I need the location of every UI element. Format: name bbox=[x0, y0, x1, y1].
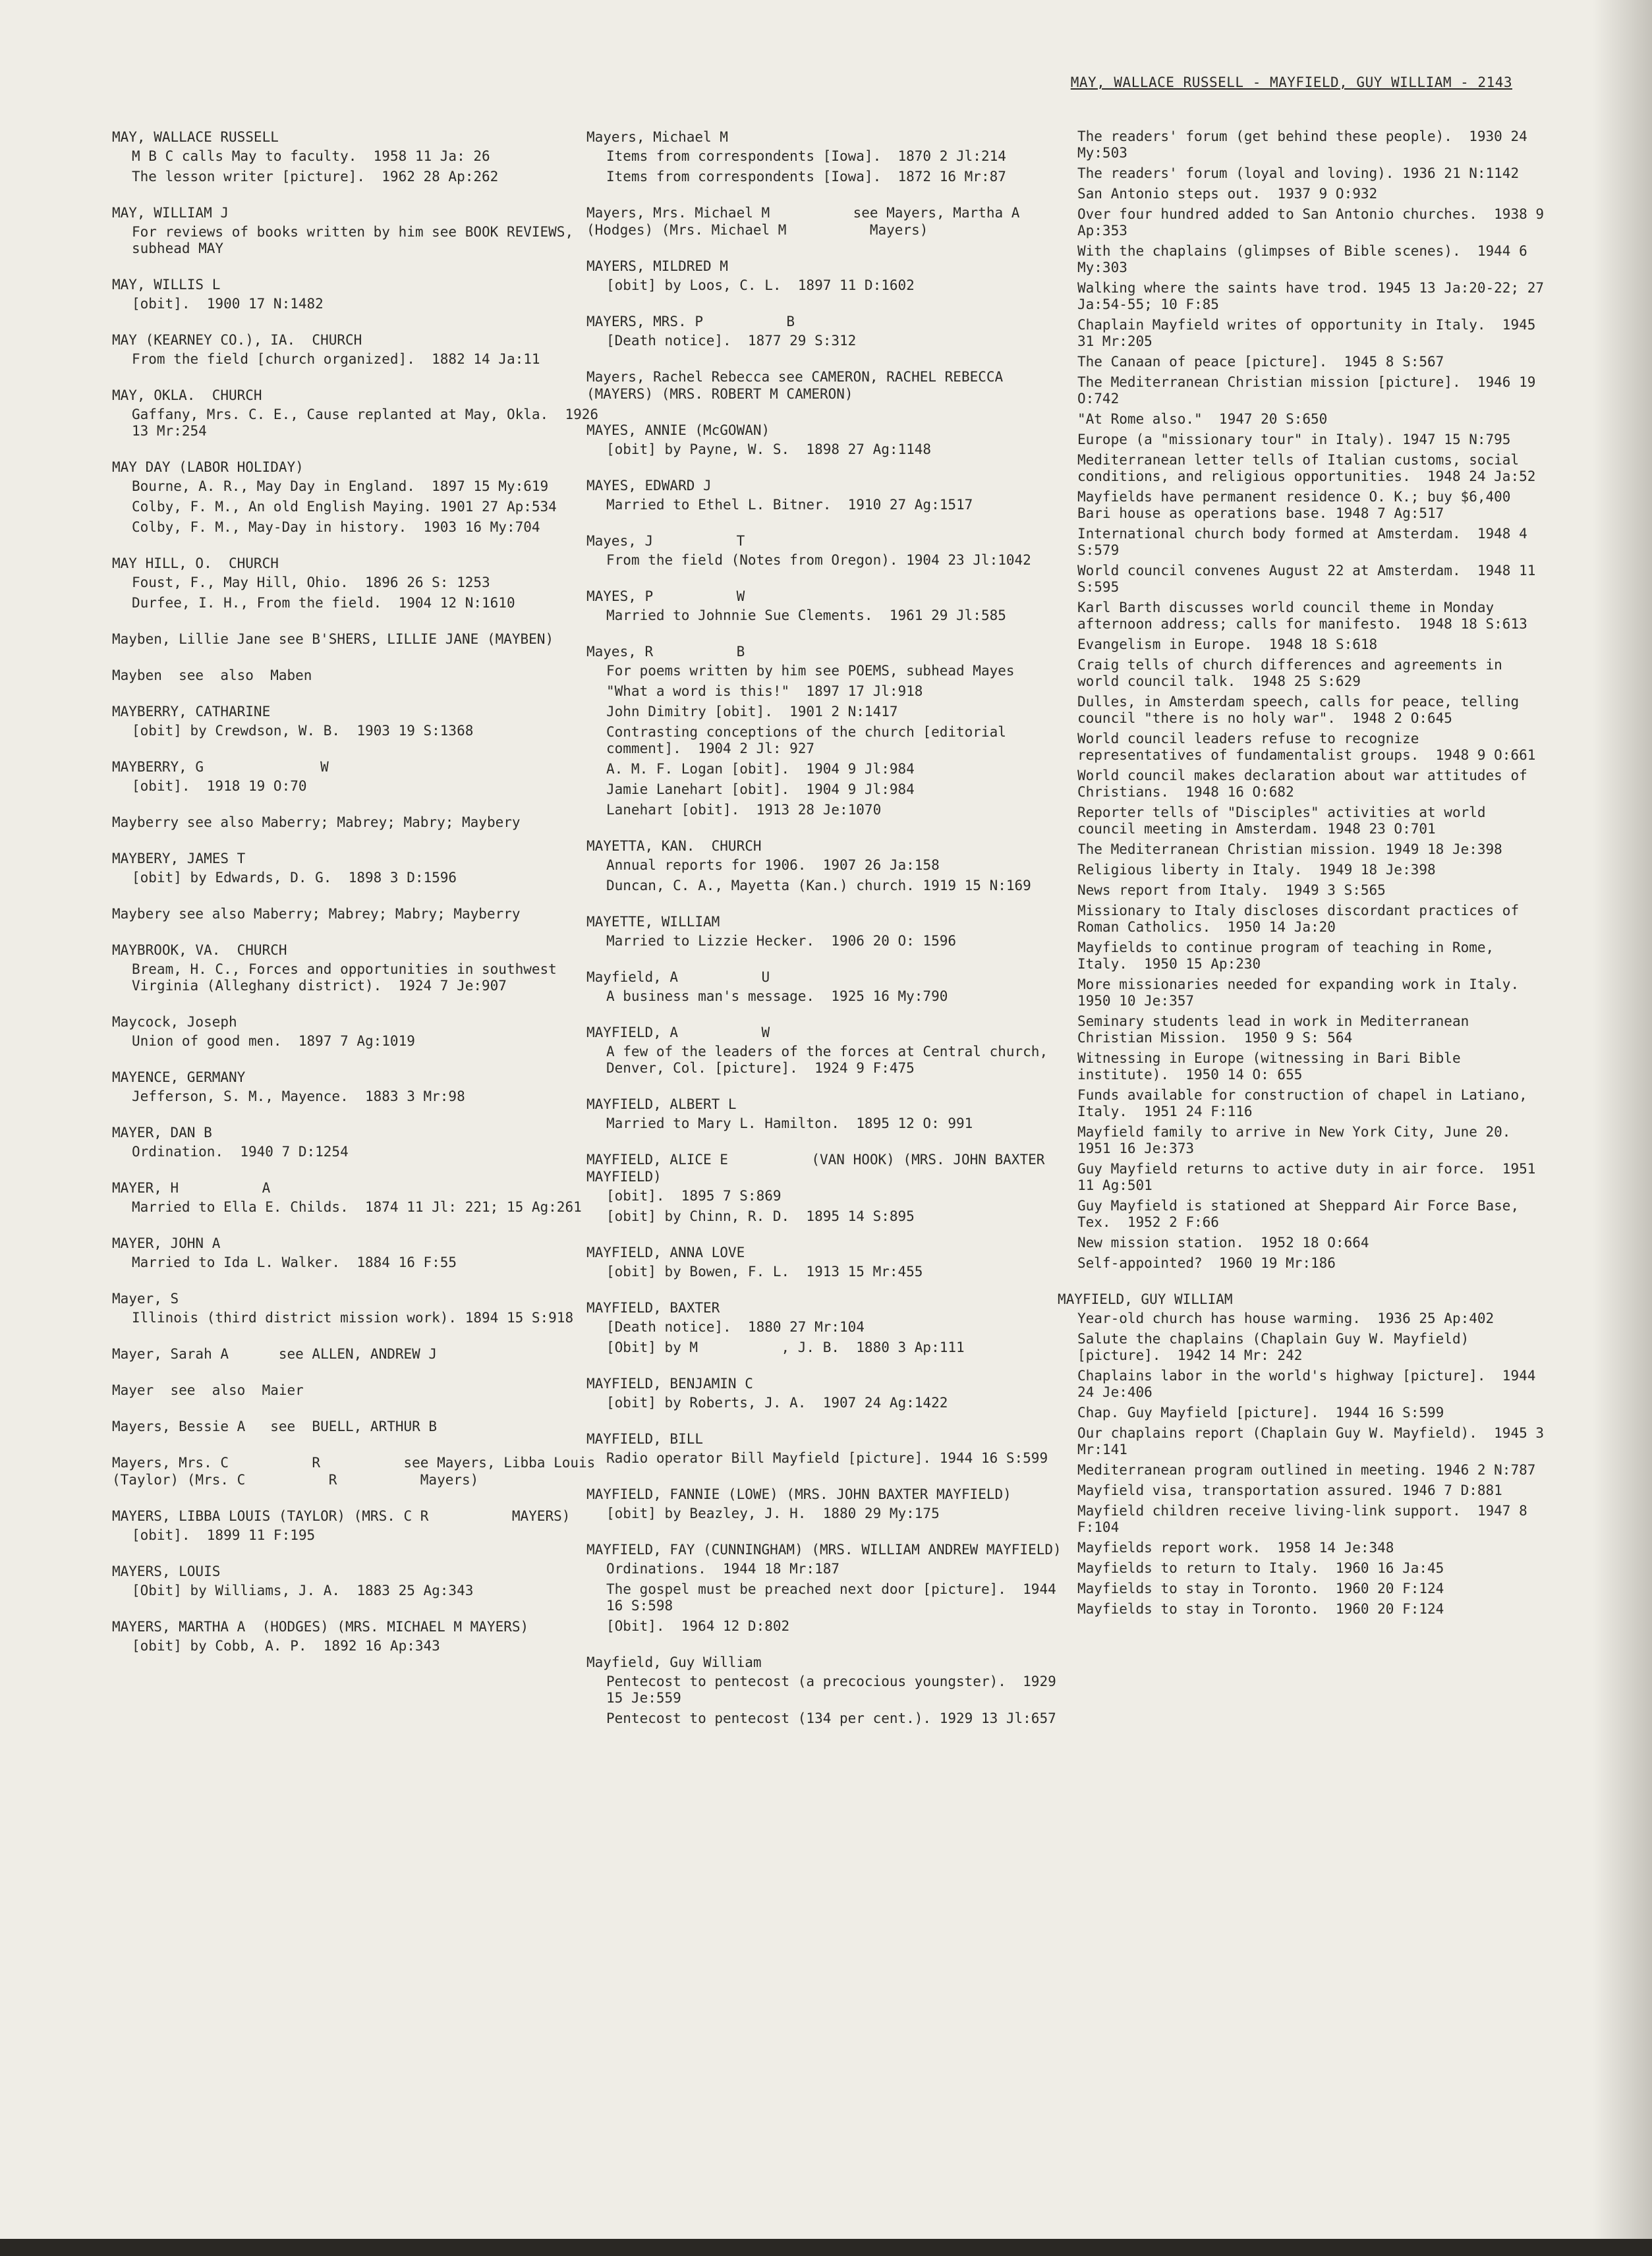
entry-citation: Married to Ella E. Childs. 1874 11 Jl: 221; 15 Ag:261 bbox=[132, 1199, 582, 1215]
index-entry bbox=[112, 1013, 600, 1050]
entry-heading: MAY, WILLIS L bbox=[112, 277, 221, 293]
index-entry bbox=[112, 942, 600, 994]
entry-citation: [obit] by Chinn, R. D. 1895 14 S:895 bbox=[606, 1208, 915, 1224]
index-entry bbox=[112, 758, 600, 795]
entry-heading: MAY, OKLA. CHURCH bbox=[112, 387, 262, 403]
entry-citation: World council convenes August 22 at Amsterdam. 1948 11 S:595 bbox=[1077, 563, 1545, 595]
entry-heading: MAYFIELD, A W bbox=[586, 1025, 770, 1040]
entry-citation: The gospel must be preached next door [picture]. 1944 16 S:598 bbox=[606, 1581, 1065, 1614]
entry-citation: Married to Lizzie Hecker. 1906 20 O: 1596 bbox=[606, 933, 957, 949]
entry-citation: Our chaplains report (Chaplain Guy W. Mayfield). 1945 3 Mr:141 bbox=[1077, 1425, 1552, 1457]
index-entry bbox=[586, 1096, 1074, 1132]
index-entry bbox=[112, 331, 600, 368]
entry-citation: A few of the leaders of the forces at Central church, Denver, Col. [picture]. 1924 9 F:475 bbox=[606, 1044, 1056, 1076]
entry-citation: Chaplain Mayfield writes of opportunity in Italy. 1945 31 Mr:205 bbox=[1077, 317, 1545, 349]
entry-heading: MAYFIELD, FAY (CUNNINGHAM) (MRS. WILLIAM ANDREW MAYFIELD) bbox=[586, 1542, 1062, 1558]
entry-citation: Europe (a "missionary tour" in Italy). 1947 15 N:795 bbox=[1077, 432, 1511, 447]
entry-citation: More missionaries needed for expanding work in Italy. 1950 10 Je:357 bbox=[1077, 976, 1536, 1009]
entry-heading: Maybery see also Maberry; Mabrey; Mabry; Mayberry bbox=[112, 906, 521, 922]
index-entry bbox=[586, 1430, 1074, 1467]
entry-heading: Mayers, Rachel Rebecca see CAMERON, RACHEL REBECCA (MAYERS) (MRS. ROBERT M CAMERON) bbox=[586, 369, 1011, 402]
entry-citation: Colby, F. M., An old English Maying. 1901 27 Ap:534 bbox=[132, 499, 557, 515]
entry-citation: Chap. Guy Mayfield [picture]. 1944 16 S:599 bbox=[1077, 1405, 1444, 1421]
entry-citation: Gaffany, Mrs. C. E., Cause replanted at May, Okla. 1926 13 Mr:254 bbox=[132, 407, 607, 439]
index-entry bbox=[586, 368, 1074, 403]
entry-citation: [obit] by Loos, C. L. 1897 11 D:1602 bbox=[606, 277, 915, 293]
entry-citation: The readers' forum (get behind these people). 1930 24 My:503 bbox=[1077, 128, 1536, 161]
entry-citation: Married to Mary L. Hamilton. 1895 12 O: 991 bbox=[606, 1115, 973, 1131]
entry-citation: World council leaders refuse to recognize representatives of fundamentalist groups. 1948 9 O:661 bbox=[1077, 731, 1536, 763]
index-entry bbox=[112, 1069, 600, 1105]
index-entry bbox=[586, 1541, 1074, 1635]
entry-heading: MAYES, EDWARD J bbox=[586, 478, 712, 494]
entry-heading: MAY, WILLIAM J bbox=[112, 205, 229, 221]
index-entry bbox=[586, 913, 1074, 949]
index-entry bbox=[112, 905, 600, 922]
entry-heading: MAYES, P W bbox=[586, 588, 745, 604]
entry-heading: MAYBERRY, CATHARINE bbox=[112, 704, 271, 719]
entry-heading: Mayes, R B bbox=[586, 644, 745, 660]
entry-heading: MAYER, DAN B bbox=[112, 1125, 212, 1141]
entry-citation: The readers' forum (loyal and loving). 1936 21 N:1142 bbox=[1077, 165, 1520, 181]
index-entry bbox=[586, 532, 1074, 569]
entry-heading: Maycock, Joseph bbox=[112, 1014, 237, 1030]
entry-heading: MAY DAY (LABOR HOLIDAY) bbox=[112, 459, 304, 475]
entry-citation: Craig tells of church differences and agreements in world council talk. 1948 25 S:629 bbox=[1077, 657, 1511, 689]
entry-citation: Witnessing in Europe (witnessing in Bari Bible institute). 1950 14 O: 655 bbox=[1077, 1050, 1469, 1083]
entry-citation: Mediterranean letter tells of Italian customs, social conditions, and religious opportunities. 1948 24 Ja:52 bbox=[1077, 452, 1536, 484]
index-entry bbox=[112, 1418, 600, 1435]
entry-heading: Mayers, Bessie A see BUELL, ARTHUR B bbox=[112, 1419, 438, 1434]
entry-citation: For reviews of books written by him see BOOK REVIEWS, subhead MAY bbox=[132, 224, 582, 256]
index-entry bbox=[586, 1299, 1074, 1356]
entry-citation: [obit]. 1899 11 F:195 bbox=[132, 1527, 316, 1543]
entry-citation: Mayfields to stay in Toronto. 1960 20 F:124 bbox=[1077, 1601, 1444, 1617]
index-entry bbox=[112, 1618, 600, 1654]
entry-citation: [obit] by Payne, W. S. 1898 27 Ag:1148 bbox=[606, 441, 932, 457]
entry-heading: MAYFIELD, ALICE E (VAN HOOK) (MRS. JOHN BAXTER MAYFIELD) bbox=[586, 1152, 1054, 1185]
index-entry bbox=[586, 128, 1074, 185]
entry-citation: [Obit]. 1964 12 D:802 bbox=[606, 1618, 790, 1634]
page-edge-shadow bbox=[1593, 0, 1652, 2256]
background-strip bbox=[0, 2239, 1652, 2256]
entry-citation: Bream, H. C., Forces and opportunities in southwest Virginia (Alleghany district). 1924 7 Je:907 bbox=[132, 961, 565, 994]
entry-heading: MAY, WALLACE RUSSELL bbox=[112, 129, 279, 145]
index-entry bbox=[112, 1124, 600, 1160]
entry-citation: Items from correspondents [Iowa]. 1870 2 Jl:214 bbox=[606, 148, 1006, 164]
index-entry bbox=[586, 1486, 1074, 1522]
entry-citation: Mayfield family to arrive in New York City, June 20. 1951 16 Je:373 bbox=[1077, 1124, 1527, 1156]
index-entry bbox=[112, 387, 607, 439]
entry-citation: Union of good men. 1897 7 Ag:1019 bbox=[132, 1033, 415, 1049]
entry-citation: Missionary to Italy discloses discordant practices of Roman Catholics. 1950 14 Ja:20 bbox=[1077, 903, 1527, 935]
entry-citation: Mayfields have permanent residence O. K.; buy $6,400 Bari house as operations base. 1948 7 Ag:517 bbox=[1077, 489, 1520, 521]
entry-citation: Bourne, A. R., May Day in England. 1897 15 My:619 bbox=[132, 478, 549, 494]
entry-citation: [Death notice]. 1880 27 Mr:104 bbox=[606, 1319, 865, 1335]
entry-citation: Lanehart [obit]. 1913 28 Je:1070 bbox=[606, 802, 882, 818]
entry-citation: Over four hundred added to San Antonio churches. 1938 9 Ap:353 bbox=[1077, 206, 1552, 239]
entry-heading: MAYFIELD, GUY WILLIAM bbox=[1058, 1291, 1233, 1307]
entry-citation: [obit] by Crewdson, W. B. 1903 19 S:1368 bbox=[132, 723, 474, 739]
entry-heading: MAY HILL, O. CHURCH bbox=[112, 555, 279, 571]
entry-citation: [Obit] by M , J. B. 1880 3 Ap:111 bbox=[606, 1340, 965, 1355]
index-entry bbox=[586, 837, 1074, 894]
entry-citation: Mayfields to stay in Toronto. 1960 20 F:124 bbox=[1077, 1581, 1444, 1596]
entry-citation: Seminary students lead in work in Mediterranean Christian Mission. 1950 9 S: 564 bbox=[1077, 1013, 1477, 1046]
index-entry bbox=[112, 667, 600, 684]
index-entry bbox=[112, 814, 600, 831]
index-entry bbox=[1058, 1291, 1552, 1618]
entry-citation: From the field (Notes from Oregon). 1904 23 Jl:1042 bbox=[606, 552, 1031, 568]
entry-citation: [obit] by Beazley, J. H. 1880 29 My:175 bbox=[606, 1506, 940, 1521]
entry-heading: MAYETTA, KAN. CHURCH bbox=[586, 838, 762, 854]
index-entry bbox=[586, 1375, 1074, 1411]
index-entry bbox=[586, 1244, 1074, 1280]
index-entry bbox=[112, 276, 600, 312]
entry-citation: Contrasting conceptions of the church [editorial comment]. 1904 2 Jl: 927 bbox=[606, 724, 1015, 756]
entry-citation: Illinois (third district mission work). 1894 15 S:918 bbox=[132, 1310, 574, 1326]
entry-citation: Mayfields to return to Italy. 1960 16 Ja:45 bbox=[1077, 1560, 1444, 1576]
entry-citation: M B C calls May to faculty. 1958 11 Ja: 26 bbox=[132, 148, 490, 164]
entry-citation: Ordinations. 1944 18 Mr:187 bbox=[606, 1561, 840, 1577]
entry-heading: Mayberry see also Maberry; Mabrey; Mabry; Maybery bbox=[112, 814, 521, 830]
entry-citation: Foust, F., May Hill, Ohio. 1896 26 S: 1253 bbox=[132, 575, 490, 590]
index-entry bbox=[112, 1454, 604, 1488]
entry-heading: MAYFIELD, BAXTER bbox=[586, 1300, 720, 1316]
entry-heading: Mayer see also Maier bbox=[112, 1382, 304, 1398]
entry-heading: Mayben see also Maben bbox=[112, 667, 312, 683]
index-entry bbox=[112, 1290, 600, 1326]
entry-citation: Salute the chaplains (Chaplain Guy W. Mayfield) [picture]. 1942 14 Mr: 242 bbox=[1077, 1331, 1477, 1363]
entry-citation: Mayfields to continue program of teaching in Rome, Italy. 1950 15 Ap:230 bbox=[1077, 940, 1502, 972]
entry-citation: Jamie Lanehart [obit]. 1904 9 Jl:984 bbox=[606, 781, 915, 797]
index-entry bbox=[112, 128, 600, 185]
entry-heading: Mayer, S bbox=[112, 1291, 179, 1307]
entry-heading: Mayers, Mrs. C R see Mayers, Libba Louis (Taylor) (Mrs. C R Mayers) bbox=[112, 1455, 604, 1488]
index-entry bbox=[586, 1024, 1074, 1077]
index-entry bbox=[586, 204, 1103, 239]
entry-citation: The Canaan of peace [picture]. 1945 8 S:567 bbox=[1077, 354, 1444, 370]
entry-citation: A business man's message. 1925 16 My:790 bbox=[606, 988, 948, 1004]
entry-citation: Colby, F. M., May-Day in history. 1903 16 My:704 bbox=[132, 519, 540, 535]
entry-heading: MAYER, JOHN A bbox=[112, 1235, 221, 1251]
entry-citation: [obit] by Edwards, D. G. 1898 3 D:1596 bbox=[132, 870, 457, 886]
entry-citation: Ordination. 1940 7 D:1254 bbox=[132, 1144, 349, 1160]
index-entry bbox=[112, 1382, 600, 1399]
entry-citation: [Obit] by Williams, J. A. 1883 25 Ag:343 bbox=[132, 1583, 474, 1598]
entry-heading: Mayers, Michael M bbox=[586, 129, 728, 145]
entry-citation: [obit]. 1900 17 N:1482 bbox=[132, 296, 324, 312]
entry-citation: [obit] by Cobb, A. P. 1892 16 Ap:343 bbox=[132, 1638, 440, 1654]
entry-heading: MAY (KEARNEY CO.), IA. CHURCH bbox=[112, 332, 362, 348]
entry-citation: Religious liberty in Italy. 1949 18 Je:398 bbox=[1077, 862, 1436, 878]
entry-heading: MAYBERY, JAMES T bbox=[112, 851, 246, 866]
entry-citation: Year-old church has house warming. 1936 25 Ap:402 bbox=[1077, 1311, 1495, 1326]
page-header: MAY, WALLACE RUSSELL - MAYFIELD, GUY WILLIAM - 2143 bbox=[1070, 74, 1512, 90]
entry-citation: Guy Mayfield is stationed at Sheppard Air Force Base, Tex. 1952 2 F:66 bbox=[1077, 1198, 1527, 1230]
index-entry bbox=[586, 969, 1074, 1005]
index-entry bbox=[586, 422, 1074, 458]
entry-citation: Radio operator Bill Mayfield [picture]. 1944 16 S:599 bbox=[606, 1450, 1048, 1466]
column-1 bbox=[112, 128, 607, 1674]
entry-citation: Guy Mayfield returns to active duty in air force. 1951 11 Ag:501 bbox=[1077, 1161, 1545, 1193]
entry-citation: The Mediterranean Christian mission [picture]. 1946 19 O:742 bbox=[1077, 374, 1545, 407]
entry-citation: Mediterranean program outlined in meeting. 1946 2 N:787 bbox=[1077, 1462, 1536, 1478]
entry-citation: Mayfield visa, transportation assured. 1946 7 D:881 bbox=[1077, 1482, 1502, 1498]
entry-citation: [obit]. 1895 7 S:869 bbox=[606, 1188, 782, 1204]
entry-heading: Mayfield, A U bbox=[586, 969, 770, 985]
entry-citation: News report from Italy. 1949 3 S:565 bbox=[1077, 882, 1386, 898]
entry-citation: [obit]. 1918 19 O:70 bbox=[132, 778, 307, 794]
entry-citation: Karl Barth discusses world council theme in Monday afternoon address; calls for manifesto. 1948 18 S:613 bbox=[1077, 600, 1527, 632]
entry-heading: MAYES, ANNIE (McGOWAN) bbox=[586, 422, 770, 438]
index-entry bbox=[586, 477, 1074, 513]
index-entry bbox=[112, 850, 600, 886]
entry-citation: Pentecost to pentecost (a precocious youngster). 1929 15 Je:559 bbox=[606, 1674, 1065, 1706]
index-entry bbox=[112, 631, 600, 648]
entry-heading: MAYERS, LIBBA LOUIS (TAYLOR) (MRS. C R MAYERS) bbox=[112, 1508, 571, 1524]
entry-citation: Jefferson, S. M., Mayence. 1883 3 Mr:98 bbox=[132, 1088, 465, 1104]
entry-heading: MAYENCE, GERMANY bbox=[112, 1069, 246, 1085]
index-entry bbox=[586, 313, 1074, 349]
index-entry bbox=[112, 1179, 600, 1216]
entry-citation: Annual reports for 1906. 1907 26 Ja:158 bbox=[606, 857, 940, 873]
index-entry bbox=[112, 204, 600, 257]
entry-citation: [Death notice]. 1877 29 S:312 bbox=[606, 333, 857, 349]
entry-heading: MAYFIELD, ANNA LOVE bbox=[586, 1245, 745, 1260]
entry-citation: "At Rome also." 1947 20 S:650 bbox=[1077, 411, 1328, 427]
entry-citation: Married to Johnnie Sue Clements. 1961 29 Jl:585 bbox=[606, 607, 1006, 623]
entry-heading: MAYFIELD, BENJAMIN C bbox=[586, 1376, 753, 1392]
entry-citation: Mayfields report work. 1958 14 Je:348 bbox=[1077, 1540, 1394, 1556]
entry-citation: World council makes declaration about war attitudes of Christians. 1948 16 O:682 bbox=[1077, 768, 1536, 800]
index-entry bbox=[1058, 128, 1552, 1272]
entry-citation: "What a word is this!" 1897 17 Jl:918 bbox=[606, 683, 923, 699]
index-entry bbox=[112, 1508, 600, 1544]
entry-citation: Durfee, I. H., From the field. 1904 12 N:1610 bbox=[132, 595, 515, 611]
entry-heading: MAYBERRY, G W bbox=[112, 759, 329, 775]
column-2 bbox=[586, 128, 1103, 1746]
entry-citation: The Mediterranean Christian mission. 1949 18 Je:398 bbox=[1077, 841, 1502, 857]
entry-citation: Pentecost to pentecost (134 per cent.). 1929 13 Jl:657 bbox=[606, 1710, 1056, 1726]
index-entry bbox=[586, 258, 1074, 294]
index-entry bbox=[112, 1563, 600, 1599]
entry-heading: MAYERS, MRS. P B bbox=[586, 314, 795, 329]
entry-citation: A. M. F. Logan [obit]. 1904 9 Jl:984 bbox=[606, 761, 915, 777]
index-entry bbox=[586, 588, 1074, 624]
entry-heading: MAYFIELD, ALBERT L bbox=[586, 1096, 737, 1112]
entry-heading: MAYERS, MILDRED M bbox=[586, 258, 728, 274]
entry-citation: Evangelism in Europe. 1948 18 S:618 bbox=[1077, 636, 1378, 652]
entry-citation: International church body formed at Amsterdam. 1948 4 S:579 bbox=[1077, 526, 1536, 558]
entry-citation: Married to Ida L. Walker. 1884 16 F:55 bbox=[132, 1255, 457, 1270]
entry-citation: Self-appointed? 1960 19 Mr:186 bbox=[1077, 1255, 1336, 1271]
entry-citation: With the chaplains (glimpses of Bible scenes). 1944 6 My:303 bbox=[1077, 243, 1536, 275]
entry-heading: Mayben, Lillie Jane see B'SHERS, LILLIE JANE (MAYBEN) bbox=[112, 631, 554, 647]
entry-heading: MAYBROOK, VA. CHURCH bbox=[112, 942, 287, 958]
entry-heading: MAYFIELD, FANNIE (LOWE) (MRS. JOHN BAXTER MAYFIELD) bbox=[586, 1486, 1011, 1502]
entry-heading: MAYFIELD, BILL bbox=[586, 1431, 704, 1447]
index-entry bbox=[112, 703, 600, 739]
entry-citation: Married to Ethel L. Bitner. 1910 27 Ag:1517 bbox=[606, 497, 973, 513]
entry-heading: MAYERS, MARTHA A (HODGES) (MRS. MICHAEL M MAYERS) bbox=[112, 1619, 529, 1635]
entry-citation: John Dimitry [obit]. 1901 2 N:1417 bbox=[606, 704, 898, 719]
entry-heading: Mayes, J T bbox=[586, 533, 745, 549]
entry-citation: Dulles, in Amsterdam speech, calls for peace, telling council "there is no holy war". 1948 2 O:645 bbox=[1077, 694, 1527, 726]
index-entry bbox=[586, 1654, 1074, 1727]
entry-citation: Walking where the saints have trod. 1945 13 Ja:20-22; 27 Ja:54-55; 10 F:85 bbox=[1077, 280, 1552, 312]
entry-citation: Reporter tells of "Disciples" activities at world council meeting in Amsterdam. 1948 23 O:701 bbox=[1077, 804, 1495, 837]
index-entry bbox=[112, 555, 600, 611]
entry-heading: MAYERS, LOUIS bbox=[112, 1564, 221, 1579]
entry-citation: Duncan, C. A., Mayetta (Kan.) church. 1919 15 N:169 bbox=[606, 878, 1031, 893]
entry-citation: The lesson writer [picture]. 1962 28 Ap:262 bbox=[132, 169, 499, 184]
entry-citation: Items from correspondents [Iowa]. 1872 16 Mr:87 bbox=[606, 169, 1006, 184]
index-entry bbox=[112, 459, 600, 536]
index-entry bbox=[586, 643, 1074, 818]
entry-heading: MAYER, H A bbox=[112, 1180, 271, 1196]
index-entry bbox=[586, 1151, 1074, 1225]
index-entry bbox=[112, 1235, 600, 1271]
entry-citation: For poems written by him see POEMS, subhead Mayes bbox=[606, 663, 1015, 679]
entry-citation: From the field [church organized]. 1882 14 Ja:11 bbox=[132, 351, 540, 367]
entry-heading: MAYETTE, WILLIAM bbox=[586, 914, 720, 930]
entry-heading: Mayfield, Guy William bbox=[586, 1654, 762, 1670]
entry-citation: [obit] by Roberts, J. A. 1907 24 Ag:1422 bbox=[606, 1395, 948, 1411]
entry-citation: Funds available for construction of chapel in Latiano, Italy. 1951 24 F:116 bbox=[1077, 1087, 1536, 1119]
entry-citation: Chaplains labor in the world's highway [picture]. 1944 24 Je:406 bbox=[1077, 1368, 1545, 1400]
entry-citation: Mayfield children receive living-link support. 1947 8 F:104 bbox=[1077, 1503, 1536, 1535]
entry-heading: Mayer, Sarah A see ALLEN, ANDREW J bbox=[112, 1346, 438, 1362]
column-3 bbox=[1058, 128, 1552, 1637]
entry-citation: [obit] by Bowen, F. L. 1913 15 Mr:455 bbox=[606, 1264, 923, 1280]
entry-heading: Mayers, Mrs. Michael M see Mayers, Martha A (Hodges) (Mrs. Michael M Mayers) bbox=[586, 205, 1103, 238]
entry-citation: New mission station. 1952 18 O:664 bbox=[1077, 1235, 1369, 1251]
index-entry bbox=[112, 1345, 600, 1363]
entry-citation: San Antonio steps out. 1937 9 O:932 bbox=[1077, 186, 1378, 202]
